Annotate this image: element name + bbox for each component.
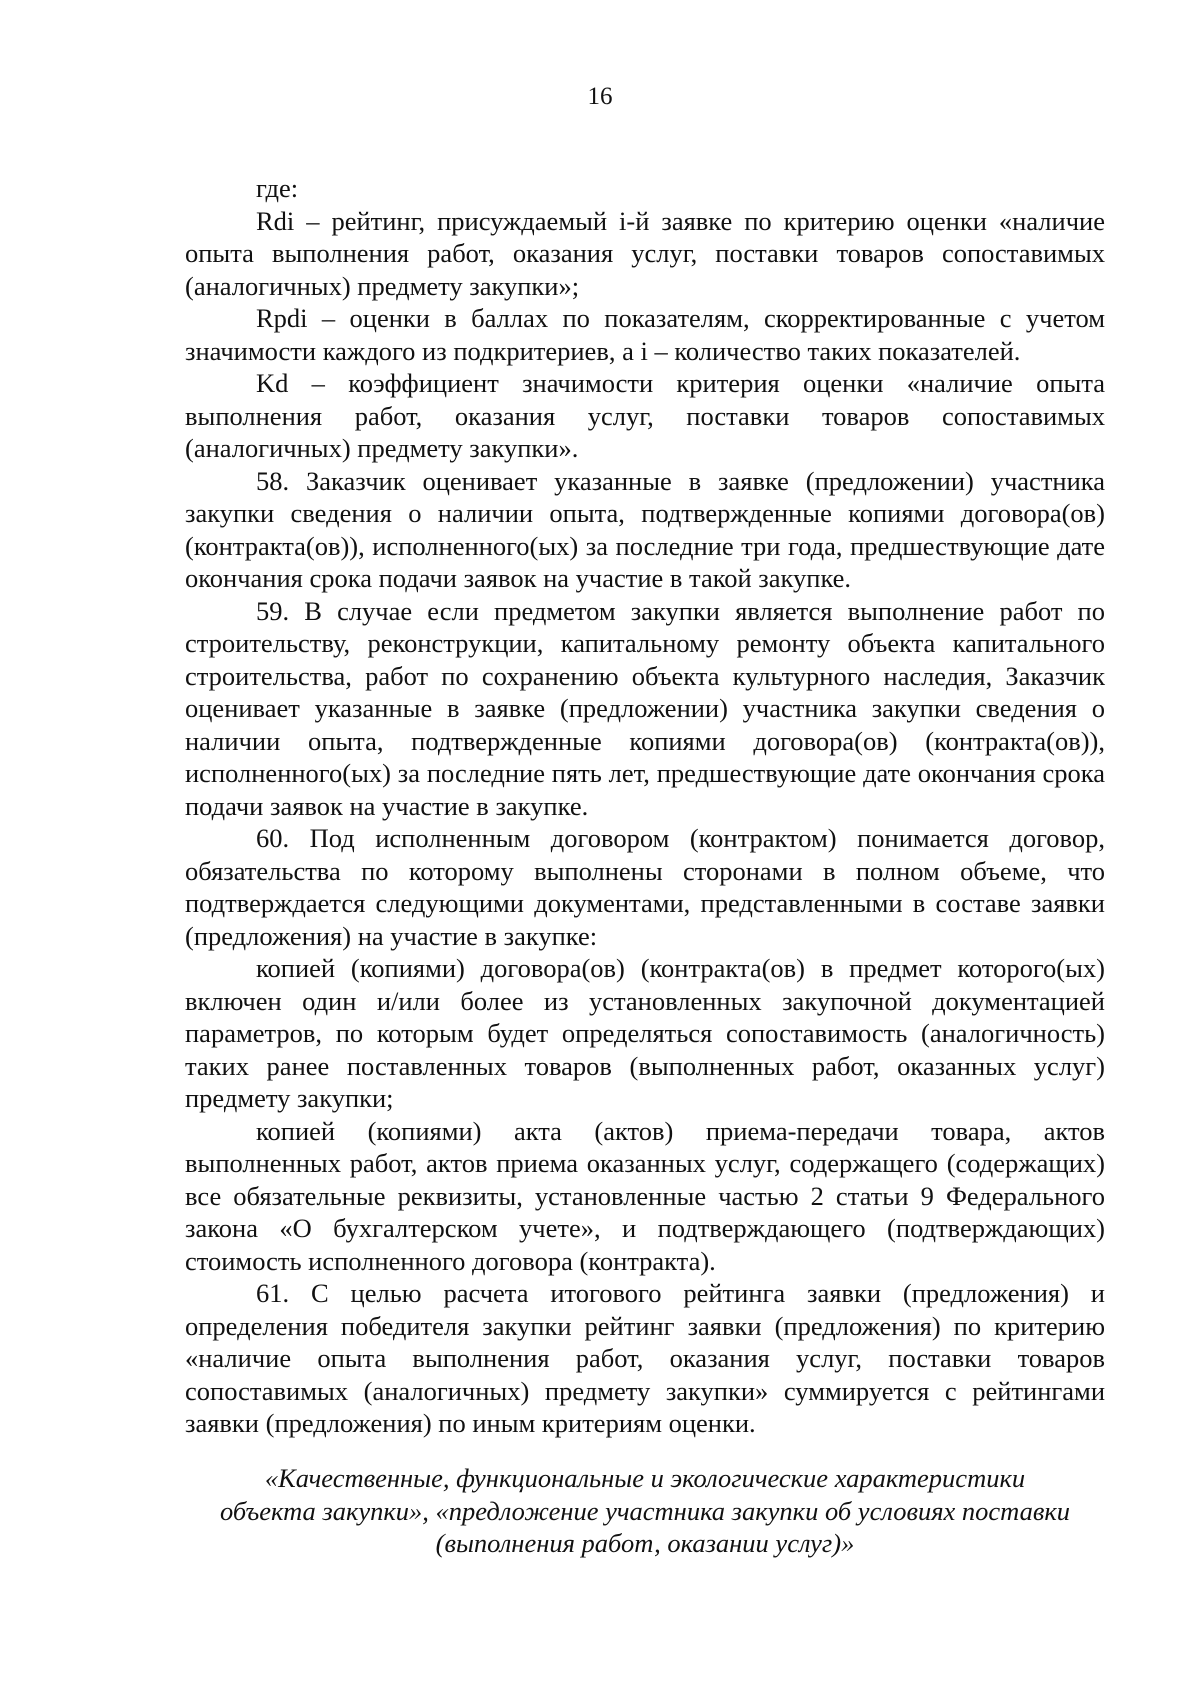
section-heading-line: «Качественные, функциональные и экологические характеристики [264, 1463, 1026, 1493]
paragraph-rdi-definition: Rdi – рейтинг, присуждаемый i-й заявке по критерию оценки «наличие опыта выполнения работ, оказания услуг, поставки товаров сопоставимых (аналогичных) предмету закупки»; [185, 205, 1105, 301]
page-number: 16 [587, 83, 613, 110]
section-heading-line: (выполнения работ, оказании услуг)» [435, 1528, 855, 1558]
paragraph-act-copies: копией (копиями) акта (актов) приема-передачи товара, актов выполненных работ, актов приема оказанных услуг, содержащего (содержащих) все обязательные реквизиты, установленные частью 2 статьи 9 Федерального закона «О бухгалтерском учете», и подтверждающего (подтверждающих) стоимость исполненного договора (контракта). [185, 1115, 1105, 1276]
paragraph-59: 59. В случае если предметом закупки является выполнение работ по строительству, реконструкции, капитальному ремонту объекта капитального строительства, работ по сохранению объекта культурного наследия, Заказчик оценивает указанные в заявке (предложении) участника закупки сведения о наличии опыта, подтвержденные копиями договора(ов) (контракта(ов)), исполненного(ых) за последние пять лет, предшествующие дате окончания срока подачи заявок на участие в закупке. [185, 595, 1105, 821]
section-heading [185, 1462, 1105, 1560]
paragraph-61: 61. С целью расчета итогового рейтинга заявки (предложения) и определения победителя закупки рейтинг заявки (предложения) по критерию «наличие опыта выполнения работ, оказания услуг, поставки товаров сопоставимых (аналогичных) предмету закупки» суммируется с рейтингами заявки (предложения) по иным критериям оценки. [185, 1278, 1105, 1438]
paragraph-contract-copies: копией (копиями) договора(ов) (контракта(ов) в предмет которого(ых) включен один и/или более из установленных закупочной документацией параметров, по которым будет определяться сопоставимость (аналогичность) таких ранее поставленных товаров (выполненных работ, оказанных услуг) предмету закупки; [185, 953, 1105, 1113]
section-heading-line: объекта закупки», «предложение участника закупки об условиях поставки [219, 1495, 1071, 1526]
paragraph-60: 60. Под исполненным договором (контрактом) понимается договор, обязательства по которому выполнены сторонами в полном объеме, что подтверждается следующими документами, представленными в составе заявки (предложения) на участие в закупке: [185, 823, 1105, 951]
paragraph-58: 58. Заказчик оценивает указанные в заявке (предложении) участника закупки сведения о наличии опыта, подтвержденные копиями договора(ов) (контракта(ов)), исполненного(ых) за последние три года, предшествующие дате окончания срока подачи заявок на участие в такой закупке. [185, 465, 1105, 593]
paragraph-kd-definition: Kd – коэффициент значимости критерия оценки «наличие опыта выполнения работ, оказания услуг, поставки товаров сопоставимых (аналогичных) предмету закупки». [185, 368, 1105, 463]
paragraph-where: где: [256, 173, 299, 203]
paragraph-rpdi-definition: Rpdi – оценки в баллах по показателям, скорректированные с учетом значимости каждого из подкритериев, а i – количество таких показателей. [185, 303, 1105, 366]
document-body [185, 172, 1105, 1440]
